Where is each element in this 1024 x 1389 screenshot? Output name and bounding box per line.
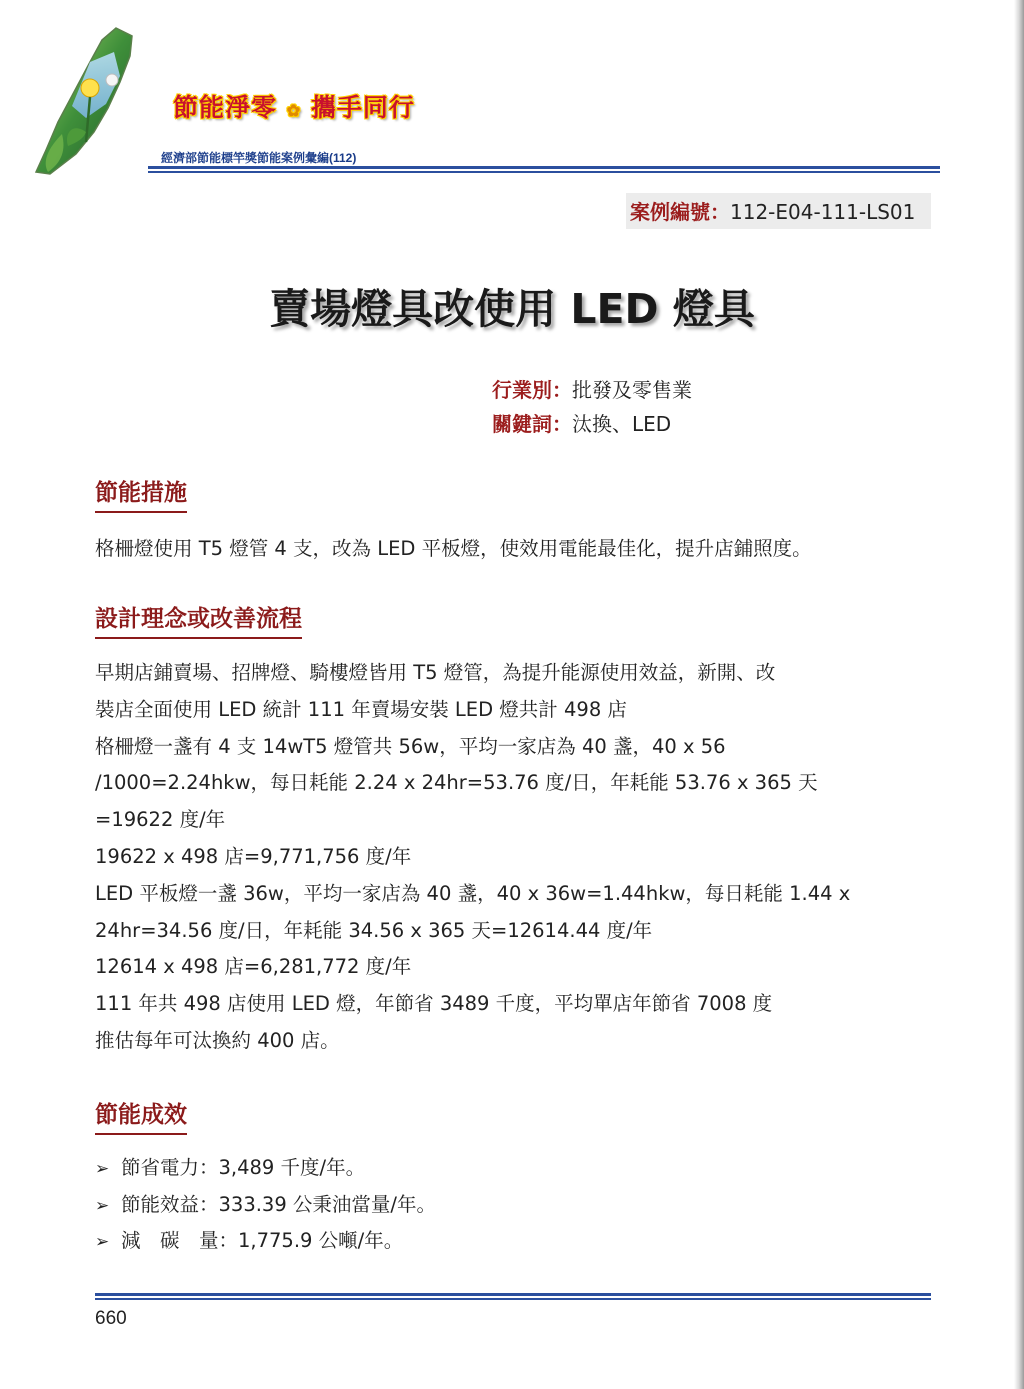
measures-text: 格柵燈使用 T5 燈管 4 支，改為 LED 平板燈，使效用電能最佳化，提升店鋪照度。 — [95, 537, 812, 560]
industry-line — [492, 374, 692, 403]
design-line: =19622 度/年 — [95, 808, 226, 832]
list-item — [95, 1187, 436, 1224]
slogan-left: 節能淨零 — [173, 93, 278, 122]
list-item — [95, 1150, 436, 1187]
case-number-label: 案例編號： — [630, 200, 730, 224]
header-banner — [28, 22, 938, 182]
slogan — [173, 88, 415, 124]
slogan-right: 攜手同行 — [310, 93, 415, 122]
arrow-bullet-icon: ➢ — [95, 1159, 110, 1179]
results-list — [95, 1150, 436, 1260]
banner-rule-thin — [148, 171, 940, 173]
page-number: 660 — [95, 1308, 127, 1329]
design-line: 早期店鋪賣場、招牌燈、騎樓燈皆用 T5 燈管，為提升能源使用效益，新開、改 — [95, 661, 776, 684]
case-number-box — [626, 193, 931, 229]
arrow-bullet-icon: ➢ — [95, 1195, 110, 1216]
footer-rule-thin — [95, 1298, 931, 1300]
design-line: 12614 x 498 店=6,281,772 度/年 — [95, 955, 412, 979]
result-text: 節能效益：333.39 公秉油當量/年。 — [121, 1192, 436, 1216]
design-line: 24hr=34.56 度/日，年耗能 34.56 x 365 天=12614.44 度/年 — [95, 918, 653, 942]
page-edge — [1014, 0, 1024, 1389]
design-line: 格柵燈一盞有 4 支 14wT5 燈管共 56w，平均一家店為 40 盞，40 x 56 — [95, 734, 726, 758]
arrow-bullet-icon: ➢ — [95, 1232, 110, 1252]
taiwan-map-logo-icon — [28, 22, 168, 182]
design-line: 111 年共 498 店使用 LED 燈，年節省 3489 千度，平均單店年節省 7008 度 — [95, 992, 773, 1016]
keywords-value: 汰換、LED — [572, 412, 672, 436]
result-text: 減 碳 量：1,775.9 公噸/年。 — [121, 1229, 404, 1252]
design-body — [95, 655, 850, 1060]
page-title: 賣場燈具改使用 LED 燈具 — [269, 285, 755, 333]
design-line: 19622 x 498 店=9,771,756 度/年 — [95, 844, 412, 868]
industry-label: 行業別： — [492, 378, 572, 402]
design-heading: 設計理念或改善流程 — [95, 600, 302, 639]
design-line: /1000=2.24hkw，每日耗能 2.24 x 24hr=53.76 度/日，年耗能 53.76 x 365 天 — [95, 771, 818, 795]
banner-subtitle: 經濟部節能標竿獎節能案例彙編(112) — [161, 151, 357, 165]
keywords-line — [492, 408, 671, 437]
banner-rule-thick — [148, 166, 940, 169]
list-item — [95, 1223, 436, 1260]
design-line: LED 平板燈一盞 36w，平均一家店為 40 盞，40 x 36w=1.44hkw，每日耗能 1.44 x — [95, 881, 851, 905]
keywords-label: 關鍵詞： — [492, 412, 572, 436]
flower-icon: ✿ — [286, 101, 302, 120]
design-line: 推估每年可汰換約 400 店。 — [95, 1028, 340, 1052]
results-heading: 節能成效 — [95, 1096, 187, 1135]
design-line: 裝店全面使用 LED 統計 111 年賣場安裝 LED 燈共計 498 店 — [95, 697, 627, 721]
result-text: 節省電力：3,489 千度/年。 — [121, 1156, 366, 1179]
industry-value: 批發及零售業 — [572, 378, 692, 402]
footer-rule-thick — [95, 1293, 931, 1296]
case-number-value: 112-E04-111-LS01 — [730, 200, 916, 224]
measures-heading: 節能措施 — [95, 474, 187, 513]
